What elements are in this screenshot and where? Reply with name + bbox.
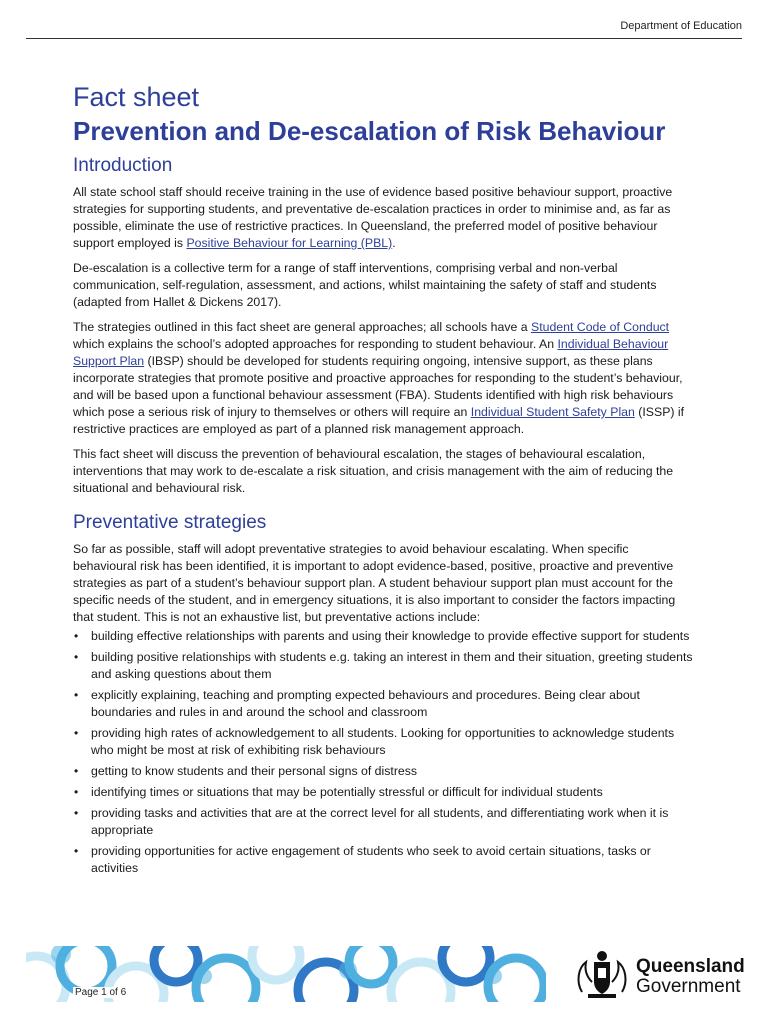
list-item: • providing opportunities for active engagement of students who seek to avoid certain situations, tasks or activities <box>74 844 651 875</box>
pbl-link[interactable]: Positive Behaviour for Learning (PBL) <box>186 236 393 250</box>
individual-behaviour-support-plan-link[interactable]: Individual Behaviour Support Plan <box>73 337 669 368</box>
intro-paragraph-2: De-escalation is a collective term for a range of staff interventions, comprising verbal and non-verbal communication, self-regulation, assessment, and actions, whilst maintaining the safety of staff and students (adapted from Hallet & Dickens 2017). <box>73 261 657 309</box>
student-code-of-conduct-link[interactable]: Student Code of Conduct <box>531 320 670 334</box>
list-item: • identifying times or situations that may be potentially stressful or difficult for individual students <box>74 785 603 799</box>
preventative-list <box>73 628 693 877</box>
document-body <box>73 80 693 881</box>
intro-paragraph-1: All state school staff should receive training in the use of evidence based positive behaviour support, proactive strategies for supporting students, and preventative de-escalation practices in order to minimise and, as far as possible, eliminate the use of restrictive practices. In Queensland, the preferred model of positive behaviour support employed is Positive Behaviour for Learning (PBL). <box>73 185 673 250</box>
list-item: • providing tasks and activities that are at the correct level for all students, and differentiating work when it is appropriate <box>74 806 669 837</box>
list-item: • providing high rates of acknowledgement to all students. Looking for opportunities to acknowledge students who might be most at risk of exhibiting risk behaviours <box>74 726 675 757</box>
section-heading-preventative-strategies: Preventative strategies <box>73 512 267 533</box>
logo-line-2: Government <box>636 976 741 997</box>
document-type: Fact sheet <box>73 82 200 112</box>
preventative-paragraph: So far as possible, staff will adopt preventative strategies to avoid behaviour escalating. When specific behavioural risk has been identified, it is important to adopt evidence-based, positive, proactive and preventive strategies as part of a student’s behaviour support plan. A student behaviour support plan must account for the specific needs of the student, and in emergency situations, it is also important to consider the factors impacting that student. This is not an exhaustive list, but preventative actions include: <box>73 542 676 624</box>
page-number: Page 1 of 6 <box>75 987 127 998</box>
individual-student-safety-plan-link[interactable]: Individual Student Safety Plan <box>470 405 635 419</box>
intro-paragraph-3: The strategies outlined in this fact sheet are general approaches; all schools have a Student Code of Conduct which explains the school’s adopted approaches for responding to student behaviour. An Individual Behaviour Support Plan (IBSP) should be developed for students requiring ongoing, intensive support, as these plans incorporate strategies that promote positive and proactive approaches for responding to the student’s behaviour, and will be based upon a functional behaviour assessment (FBA). Students identified with high risk behaviours which pose a serious risk of injury to themselves or others will require an Individual Student Safety Plan (ISSP) if restrictive practices are employed as part of a planned risk management approach. <box>73 320 685 436</box>
department-name: Department of Education <box>620 20 742 32</box>
queensland-crest-icon <box>574 948 630 1000</box>
page-title: Prevention and De-escalation of Risk Behaviour <box>73 116 666 146</box>
intro-paragraph-4: This fact sheet will discuss the prevention of behavioural escalation, the stages of behavioural escalation, interventions that may work to de-escalate a risk situation, and crisis management with the aim of reducing the situational and behavioural risk. <box>73 447 674 495</box>
section-heading-introduction: Introduction <box>73 155 173 176</box>
logo-line-1: Queensland <box>636 956 745 977</box>
header-rule <box>26 38 742 39</box>
queensland-government-logo <box>574 948 744 1000</box>
list-item: • getting to know students and their personal signs of distress <box>74 764 418 778</box>
list-item: • building positive relationships with students e.g. taking an interest in them and their situation, greeting students and asking questions about them <box>74 650 693 681</box>
list-item: • explicitly explaining, teaching and prompting expected behaviours and procedures. Being clear about boundaries and rules in and around the school and classroom <box>74 688 640 719</box>
list-item: • building effective relationships with parents and using their knowledge to provide effective support for students <box>74 629 690 643</box>
